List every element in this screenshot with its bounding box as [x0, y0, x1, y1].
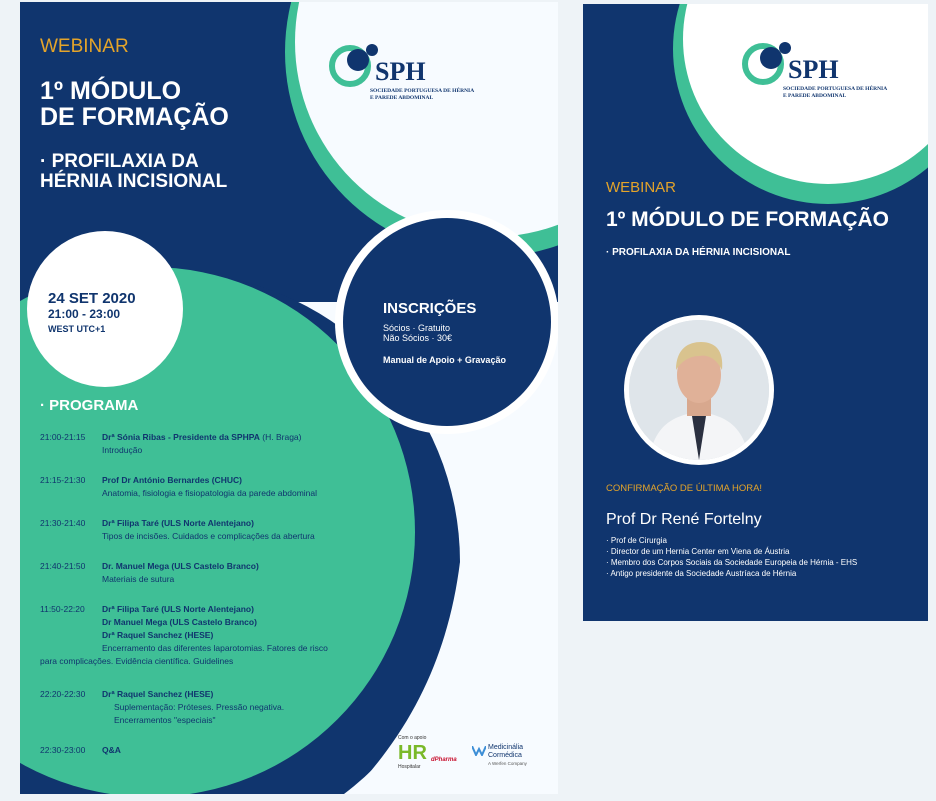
sph-logo-subtitle: SOCIEDADE PORTUGUESA DE HÉRNIA E PAREDE ABDOMINAL: [370, 88, 475, 101]
program-item: [40, 431, 510, 457]
webinar-story: [583, 4, 928, 621]
speaker-portrait-image: [629, 320, 769, 460]
speaker-name: Prof Dr René Fortelny: [606, 511, 762, 528]
webinar-label: WEBINAR: [606, 179, 677, 196]
inscricoes-socios: Sócios · Gratuito: [383, 323, 451, 333]
medicinalia-logo: [472, 746, 486, 756]
program-time: 21:30-21:40: [40, 518, 86, 528]
program-speaker: Drª Sónia Ribas - Presidente da SPHPA: [102, 432, 260, 442]
program-item: [40, 474, 510, 500]
program-item: [40, 688, 510, 727]
sponsors-label: Com o apoio: [398, 735, 427, 741]
poster-subtitle: · PROFILAXIA DA HÉRNIA INCISIONAL: [40, 151, 228, 192]
program-item: [40, 744, 510, 757]
hr-logo: HR: [398, 742, 427, 764]
program-speaker: Drª Filipa Taré (ULS Norte Alentejano): [102, 518, 254, 528]
program-description: Encerramentos "especiais": [114, 715, 216, 725]
program-description: Anatomia, fisiologia e fisiopatologia da parede abdominal: [102, 488, 318, 498]
programa-title: · PROGRAMA: [40, 397, 139, 414]
webinar-label: WEBINAR: [40, 36, 129, 57]
confirmation-label: CONFIRMAÇÃO DE ÚLTIMA HORA!: [606, 483, 763, 494]
story-title: 1º MÓDULO DE FORMAÇÃO: [606, 208, 889, 231]
medicinalia-logo-mark: [472, 746, 486, 756]
event-date: 24 SET 2020: [48, 290, 136, 307]
program-speaker: Drª Raquel Sanchez (HESE): [102, 689, 214, 699]
inscricoes-nao-socios: Não Sócios · 30€: [383, 333, 453, 343]
speaker-bio-item: · Director de um Hernia Center em Viena de Áustria: [606, 547, 790, 556]
event-time: 21:00 - 23:00: [48, 307, 121, 321]
program-speaker: Dr Manuel Mega (ULS Castelo Branco): [102, 617, 257, 627]
program-time: 22:20-22:30: [40, 689, 86, 699]
program-description: Introdução: [102, 445, 143, 455]
inscricoes-title: INSCRIÇÕES: [383, 300, 477, 317]
sph-logo-text: SPH: [375, 57, 426, 86]
event-timezone: WEST UTC+1: [48, 324, 106, 334]
program-item: [40, 517, 510, 543]
program-speaker: Drª Raquel Sanchez (HESE): [102, 630, 214, 640]
poster-title: 1º MÓDULO DE FORMAÇÃO: [40, 77, 229, 131]
program-time: 21:40-21:50: [40, 561, 86, 571]
program-speaker-extra: (H. Braga): [259, 432, 302, 442]
program-time: 21:15-21:30: [40, 475, 86, 485]
program-item: [40, 560, 510, 586]
speaker-photo: [629, 320, 769, 460]
program-speaker: Prof Dr António Bernardes (CHUC): [102, 475, 242, 485]
speaker-bio-item: · Antigo presidente da Sociedade Austríaca de Hérnia: [606, 569, 797, 578]
program-speaker: Dr. Manuel Mega (ULS Castelo Branco): [102, 561, 259, 571]
program-time: 21:00-21:15: [40, 432, 86, 442]
dpharma-logo: dPharma: [431, 757, 457, 763]
hr-logo-subtitle: Hospitalar: [398, 764, 421, 770]
story-subtitle: · PROFILAXIA DA HÉRNIA INCISIONAL: [606, 247, 791, 258]
speaker-bio-item: · Prof de Cirurgia: [606, 536, 667, 545]
speaker-bio-item: · Membro dos Corpos Sociais da Sociedade Europeia de Hérnia - EHS: [606, 558, 858, 567]
inscricoes-block: [383, 300, 543, 365]
program-description: Materiais de sutura: [102, 574, 175, 584]
program-description: Encerramento das diferentes laparotomias. Fatores de risco: [102, 643, 328, 653]
inscricoes-extra: Manual de Apoio + Gravação: [383, 355, 506, 365]
program-speaker: Q&A: [102, 745, 121, 755]
program-description: para complicações. Evidência científica. Guidelines: [40, 656, 234, 666]
webinar-poster: [20, 2, 558, 794]
speaker-bio: [606, 535, 857, 579]
program-time: 11:50-22:20: [40, 604, 85, 614]
program-item: [40, 603, 510, 668]
program-time: 22:30-23:00: [40, 745, 86, 755]
program-speaker: Drª Filipa Taré (ULS Norte Alentejano): [102, 604, 254, 614]
medicinalia-logo-text: Medicinália Cormédica A Werfen Company: [488, 744, 527, 766]
program-description: Suplementação: Próteses. Pressão negativa.: [114, 702, 285, 712]
sph-logo-text: SPH: [788, 55, 839, 84]
program-description: Tipos de incisões. Cuidados e complicações da abertura: [102, 531, 315, 541]
event-date-block: [48, 290, 136, 334]
sph-logo-subtitle: SOCIEDADE PORTUGUESA DE HÉRNIA E PAREDE ABDOMINAL: [783, 86, 888, 99]
